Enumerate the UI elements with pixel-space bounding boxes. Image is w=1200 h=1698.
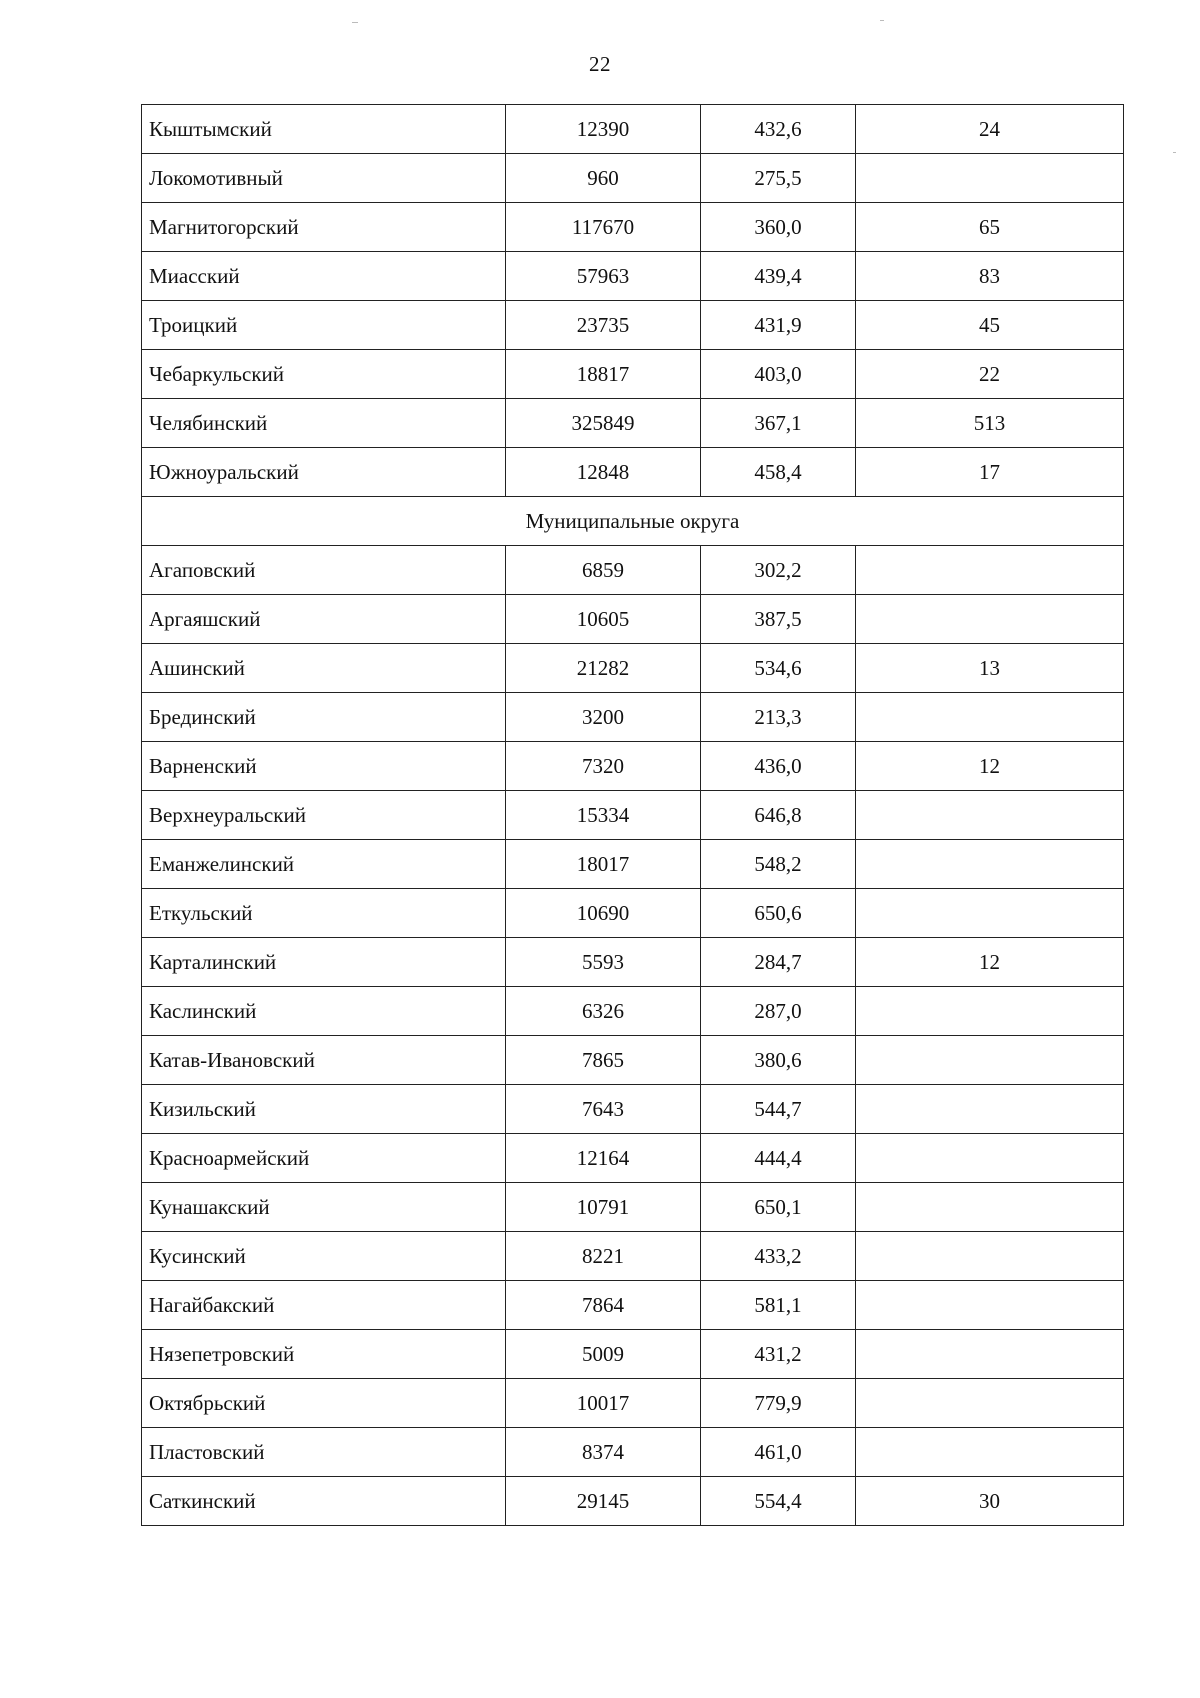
cell-name: Кусинский xyxy=(142,1232,506,1281)
data-table xyxy=(141,104,1124,1526)
cell-col2: 431,2 xyxy=(701,1330,856,1379)
cell-name: Варненский xyxy=(142,742,506,791)
table-row xyxy=(142,399,1124,448)
cell-name: Кыштымский xyxy=(142,105,506,154)
cell-col2: 387,5 xyxy=(701,595,856,644)
cell-col2: 284,7 xyxy=(701,938,856,987)
cell-name: Саткинский xyxy=(142,1477,506,1526)
cell-name: Пластовский xyxy=(142,1428,506,1477)
cell-col3: 13 xyxy=(856,644,1124,693)
cell-col3: 24 xyxy=(856,105,1124,154)
cell-col1: 6326 xyxy=(506,987,701,1036)
table-row xyxy=(142,1134,1124,1183)
cell-col1: 7320 xyxy=(506,742,701,791)
cell-col3: 17 xyxy=(856,448,1124,497)
table-row xyxy=(142,1085,1124,1134)
cell-col1: 10605 xyxy=(506,595,701,644)
cell-col1: 8221 xyxy=(506,1232,701,1281)
cell-col3: 12 xyxy=(856,742,1124,791)
table-row xyxy=(142,938,1124,987)
cell-name: Каслинский xyxy=(142,987,506,1036)
cell-name: Верхнеуральский xyxy=(142,791,506,840)
scan-speck xyxy=(352,22,358,23)
cell-name: Аргаяшский xyxy=(142,595,506,644)
table-row xyxy=(142,987,1124,1036)
cell-col1: 57963 xyxy=(506,252,701,301)
table-row xyxy=(142,791,1124,840)
cell-name: Южноуральский xyxy=(142,448,506,497)
cell-col2: 432,6 xyxy=(701,105,856,154)
cell-name: Карталинский xyxy=(142,938,506,987)
cell-col1: 10791 xyxy=(506,1183,701,1232)
table-row xyxy=(142,1330,1124,1379)
cell-col2: 403,0 xyxy=(701,350,856,399)
table-row xyxy=(142,203,1124,252)
cell-col3: 513 xyxy=(856,399,1124,448)
cell-name: Челябинский xyxy=(142,399,506,448)
cell-name: Чебаркульский xyxy=(142,350,506,399)
cell-col1: 7864 xyxy=(506,1281,701,1330)
table-row xyxy=(142,546,1124,595)
table-body-top xyxy=(142,105,1124,497)
cell-col2: 548,2 xyxy=(701,840,856,889)
cell-name: Еткульский xyxy=(142,889,506,938)
cell-col3 xyxy=(856,1036,1124,1085)
cell-col1: 117670 xyxy=(506,203,701,252)
cell-col3: 45 xyxy=(856,301,1124,350)
cell-name: Красноармейский xyxy=(142,1134,506,1183)
cell-col3 xyxy=(856,595,1124,644)
cell-col1: 6859 xyxy=(506,546,701,595)
cell-col2: 779,9 xyxy=(701,1379,856,1428)
cell-col2: 444,4 xyxy=(701,1134,856,1183)
cell-col2: 650,6 xyxy=(701,889,856,938)
cell-col2: 360,0 xyxy=(701,203,856,252)
page-number: 22 xyxy=(589,52,611,76)
cell-col1: 5009 xyxy=(506,1330,701,1379)
table-row xyxy=(142,301,1124,350)
cell-name: Агаповский xyxy=(142,546,506,595)
cell-name: Миасский xyxy=(142,252,506,301)
cell-col2: 367,1 xyxy=(701,399,856,448)
table-row xyxy=(142,1183,1124,1232)
cell-name: Троицкий xyxy=(142,301,506,350)
table-row xyxy=(142,1281,1124,1330)
table-row xyxy=(142,1232,1124,1281)
cell-col2: 302,2 xyxy=(701,546,856,595)
table-row xyxy=(142,154,1124,203)
cell-col1: 23735 xyxy=(506,301,701,350)
table-row xyxy=(142,1477,1124,1526)
cell-col3 xyxy=(856,1379,1124,1428)
cell-col3: 22 xyxy=(856,350,1124,399)
cell-name: Октябрьский xyxy=(142,1379,506,1428)
cell-name: Кизильский xyxy=(142,1085,506,1134)
cell-col3: 12 xyxy=(856,938,1124,987)
cell-col3 xyxy=(856,1232,1124,1281)
cell-col1: 18817 xyxy=(506,350,701,399)
cell-col2: 554,4 xyxy=(701,1477,856,1526)
cell-col1: 18017 xyxy=(506,840,701,889)
cell-col1: 12390 xyxy=(506,105,701,154)
cell-col1: 12164 xyxy=(506,1134,701,1183)
table-row xyxy=(142,448,1124,497)
cell-col1: 7643 xyxy=(506,1085,701,1134)
cell-col3 xyxy=(856,1085,1124,1134)
cell-name: Нязепетровский xyxy=(142,1330,506,1379)
table-body-bottom xyxy=(142,546,1124,1526)
cell-col1: 7865 xyxy=(506,1036,701,1085)
cell-col3 xyxy=(856,889,1124,938)
cell-name: Еманжелинский xyxy=(142,840,506,889)
cell-col2: 544,7 xyxy=(701,1085,856,1134)
cell-name: Магнитогорский xyxy=(142,203,506,252)
table-row xyxy=(142,1428,1124,1477)
cell-col1: 10690 xyxy=(506,889,701,938)
table-row xyxy=(142,693,1124,742)
cell-col2: 458,4 xyxy=(701,448,856,497)
cell-name: Нагайбакский xyxy=(142,1281,506,1330)
table-row xyxy=(142,252,1124,301)
cell-name: Брединский xyxy=(142,693,506,742)
cell-col2: 646,8 xyxy=(701,791,856,840)
cell-col2: 380,6 xyxy=(701,1036,856,1085)
cell-col2: 213,3 xyxy=(701,693,856,742)
cell-name: Ашинский xyxy=(142,644,506,693)
cell-col1: 3200 xyxy=(506,693,701,742)
cell-col1: 5593 xyxy=(506,938,701,987)
cell-col3 xyxy=(856,840,1124,889)
cell-name: Локомотивный xyxy=(142,154,506,203)
cell-col3 xyxy=(856,987,1124,1036)
cell-col3 xyxy=(856,1281,1124,1330)
cell-col2: 461,0 xyxy=(701,1428,856,1477)
cell-col1: 29145 xyxy=(506,1477,701,1526)
cell-col2: 287,0 xyxy=(701,987,856,1036)
cell-col3 xyxy=(856,546,1124,595)
cell-col2: 433,2 xyxy=(701,1232,856,1281)
table-row xyxy=(142,644,1124,693)
cell-col1: 10017 xyxy=(506,1379,701,1428)
cell-col3 xyxy=(856,1428,1124,1477)
cell-col1: 15334 xyxy=(506,791,701,840)
cell-col3 xyxy=(856,1330,1124,1379)
section-heading: Муниципальные округа xyxy=(142,497,1124,546)
cell-col3: 30 xyxy=(856,1477,1124,1526)
table-row xyxy=(142,1379,1124,1428)
scan-speck xyxy=(880,20,884,21)
cell-col3: 83 xyxy=(856,252,1124,301)
cell-col1: 325849 xyxy=(506,399,701,448)
section-heading-group xyxy=(142,497,1124,546)
cell-col2: 436,0 xyxy=(701,742,856,791)
cell-col3 xyxy=(856,693,1124,742)
cell-col2: 650,1 xyxy=(701,1183,856,1232)
table-row xyxy=(142,595,1124,644)
cell-col1: 8374 xyxy=(506,1428,701,1477)
cell-name: Кунашакский xyxy=(142,1183,506,1232)
table-row xyxy=(142,105,1124,154)
table-row xyxy=(142,742,1124,791)
table-row xyxy=(142,350,1124,399)
table-row xyxy=(142,1036,1124,1085)
cell-col1: 21282 xyxy=(506,644,701,693)
cell-col3 xyxy=(856,154,1124,203)
cell-col2: 431,9 xyxy=(701,301,856,350)
section-heading-row xyxy=(142,497,1124,546)
cell-col3 xyxy=(856,1134,1124,1183)
table-row xyxy=(142,889,1124,938)
table-row xyxy=(142,840,1124,889)
cell-col2: 581,1 xyxy=(701,1281,856,1330)
cell-col2: 275,5 xyxy=(701,154,856,203)
cell-col3 xyxy=(856,1183,1124,1232)
cell-col3: 65 xyxy=(856,203,1124,252)
scan-speck xyxy=(1173,152,1176,153)
cell-col2: 439,4 xyxy=(701,252,856,301)
cell-col3 xyxy=(856,791,1124,840)
cell-col2: 534,6 xyxy=(701,644,856,693)
cell-col1: 12848 xyxy=(506,448,701,497)
cell-col1: 960 xyxy=(506,154,701,203)
cell-name: Катав-Ивановский xyxy=(142,1036,506,1085)
